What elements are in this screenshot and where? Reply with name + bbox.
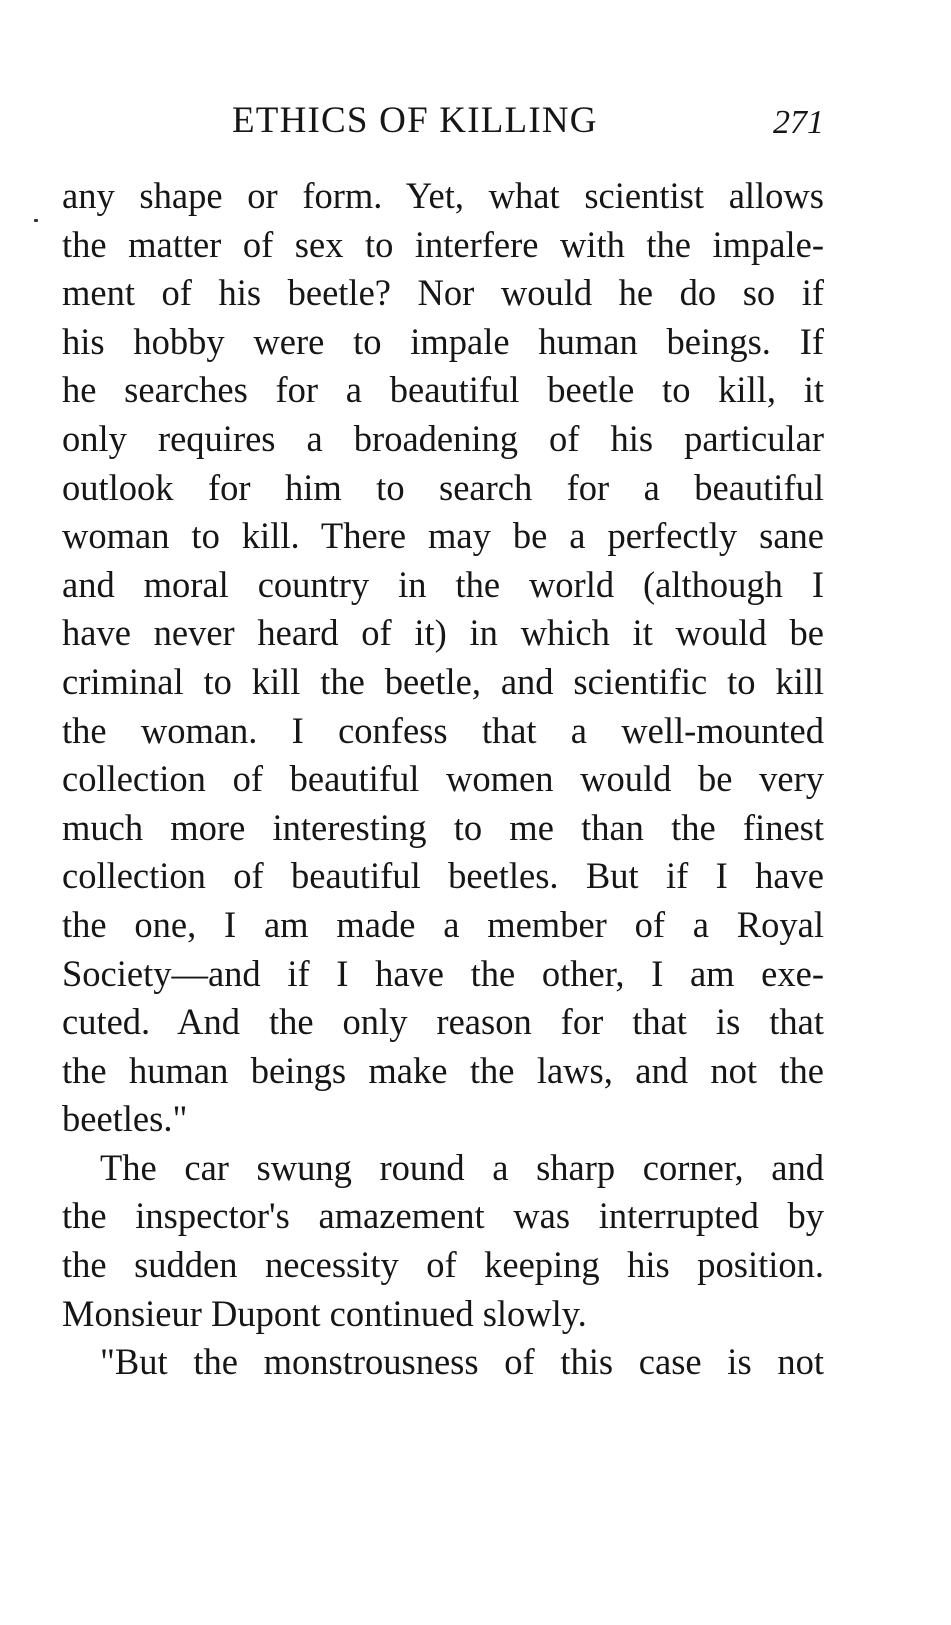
text-line: the woman. I confess that a well-mounted: [62, 709, 824, 751]
page-header: [62, 98, 824, 148]
running-head: ETHICS OF KILLING: [232, 100, 598, 141]
text-line-paragraph-start: "But the monstrousness of this case is not: [100, 1341, 824, 1383]
text-line: much more interesting to me than the finest: [62, 806, 824, 848]
body-text: [62, 172, 824, 1387]
text-line: the inspector's amazement was interrupted by: [62, 1195, 824, 1237]
text-line: the matter of sex to interfere with the impale-: [62, 223, 824, 265]
text-line: and moral country in the world (although I: [62, 563, 824, 605]
text-line: cuted. And the only reason for that is that: [62, 1001, 824, 1043]
text-line-paragraph-end: Monsieur Dupont continued slowly.: [62, 1292, 587, 1334]
text-line: woman to kill. There may be a perfectly sane: [62, 515, 824, 557]
text-line: Society—and if I have the other, I am exe-: [62, 952, 824, 994]
text-line: collection of beautiful women would be very: [62, 758, 824, 800]
text-line: he searches for a beautiful beetle to kill, it: [62, 369, 824, 411]
text-line: the human beings make the laws, and not the: [62, 1049, 824, 1091]
text-line-paragraph-end: beetles.": [62, 1098, 188, 1140]
text-line: his hobby were to impale human beings. If: [62, 320, 824, 362]
text-line: ment of his beetle? Nor would he do so if: [62, 272, 824, 314]
text-line: have never heard of it) in which it would be: [62, 612, 824, 654]
text-line-paragraph-start: The car swung round a sharp corner, and: [100, 1146, 824, 1188]
text-line: criminal to kill the beetle, and scientific to kill: [62, 660, 824, 702]
text-line: any shape or form. Yet, what scientist allows: [62, 175, 824, 216]
text-line: collection of beautiful beetles. But if I have: [62, 855, 824, 897]
text-line: the sudden necessity of keeping his position.: [62, 1244, 824, 1286]
text-line: outlook for him to search for a beautiful: [62, 466, 824, 508]
page-number: 271: [773, 104, 824, 141]
text-line: only requires a broadening of his particular: [62, 417, 824, 459]
print-speck: [34, 219, 38, 222]
text-line: the one, I am made a member of a Royal: [62, 903, 824, 945]
